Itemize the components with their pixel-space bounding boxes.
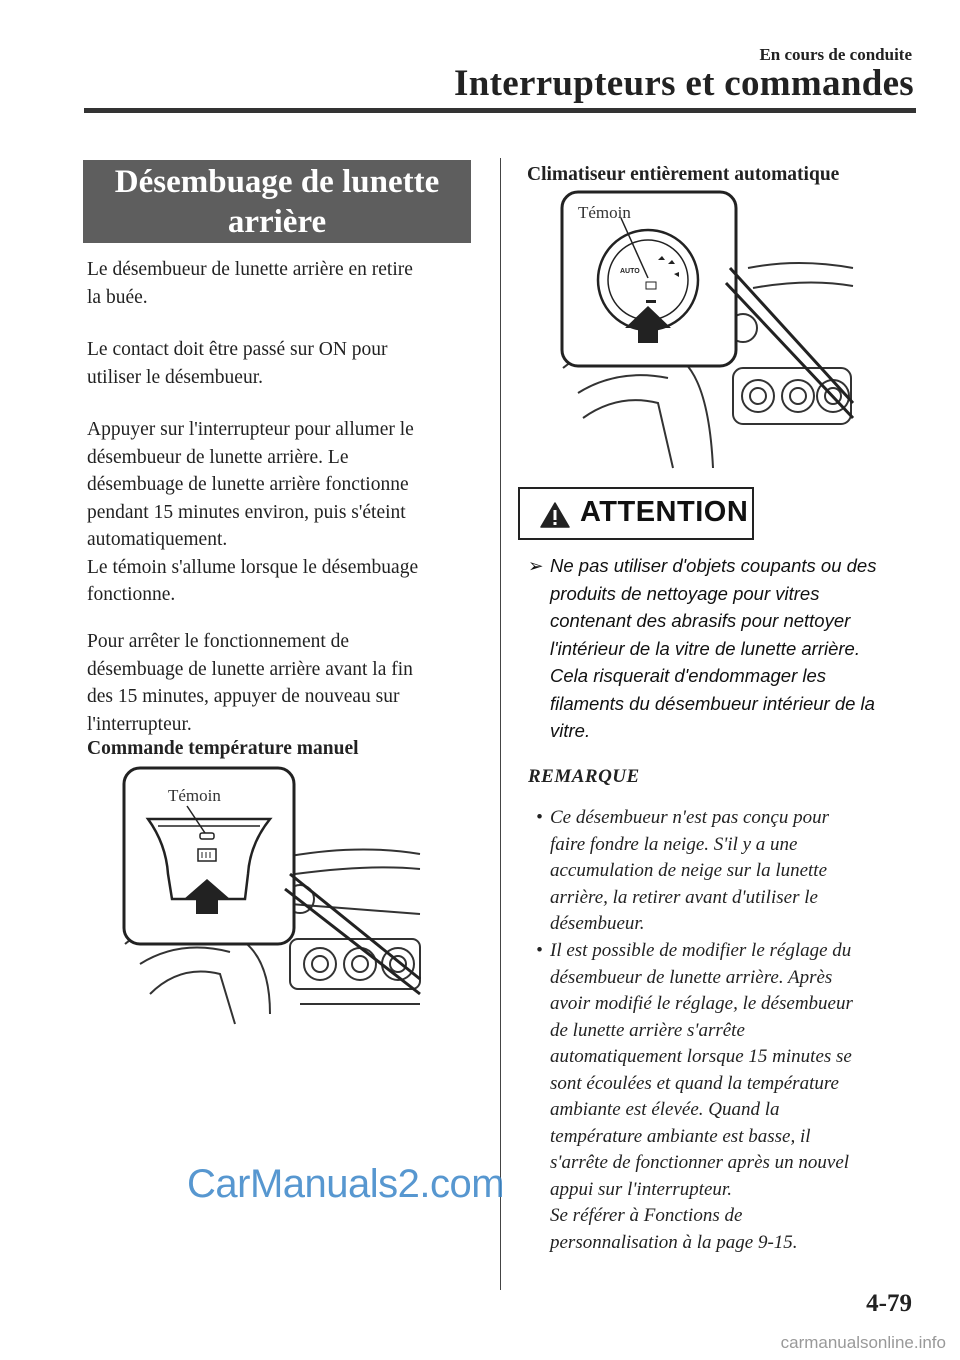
paragraph-1 [87,256,487,311]
line: Le désembueur de lunette arrière en retire [87,259,413,280]
auto-label: AUTO [620,268,640,275]
line: automatiquement. [87,529,228,550]
manual-control-subhead: Commande température manuel [87,738,359,759]
line: Cela risquerait d'endommager les [550,665,827,686]
line: pendant 15 minutes environ, puis s'éteint [87,501,406,523]
line: désembuage de lunette arrière fonctionne [87,474,409,495]
line: filaments du désembueur intérieur de la [550,692,875,714]
site-watermark: CarManuals2.com [187,1162,505,1206]
note-2 [536,938,916,1256]
line: contenant des abrasifs pour nettoyer [550,610,851,631]
paragraph-3 [87,416,487,609]
line: ambiante est élevée. Quand la [550,1099,780,1120]
attention-label: ATTENTION [580,496,749,528]
section-title-line2: arrière [227,204,327,240]
line: température ambiante est basse, il [550,1125,811,1147]
indicator-label: Témoin [168,786,221,805]
attention-box [518,487,754,540]
line: fonctionne. [87,584,176,605]
page-number: 4-79 [866,1290,912,1317]
remarque-heading: REMARQUE [528,766,640,787]
line: utiliser le désembueur. [87,366,263,388]
warning-triangle-icon [540,502,570,528]
line: vitre. [550,720,591,741]
line: désembueur. [550,913,645,934]
line: appui sur l'interrupteur. [550,1178,732,1200]
chapter-title: Interrupteurs et commandes [454,63,914,104]
line: Ne pas utiliser d'objets coupants ou des [550,555,877,576]
manual-control-figure [120,764,440,1044]
line: désembueur de lunette arrière. Le [87,446,349,468]
arrow-bullet-icon: ➢ [528,555,544,576]
line: avoir modifié le réglage, le désembueur [550,993,853,1014]
line: accumulation de neige sur la lunette [550,860,828,881]
line: l'interrupteur. [87,713,192,735]
line: faire fondre la neige. S'il y a une [550,833,798,855]
line: automatiquement lorsque 15 minutes se [550,1046,852,1067]
line: désembuage de lunette arrière avant la fin [87,658,413,680]
line: Le témoin s'allume lorsque le désembuage [87,556,419,578]
line: sont écoulées et quand la température [550,1072,839,1094]
line: la buée. [87,286,148,308]
line: arrière, la retirer avant d'utiliser le [550,886,818,908]
attention-warning [528,552,908,745]
running-section-title: En cours de conduite [759,45,912,64]
line: s'arrête de fonctionner après un nouvel [550,1152,850,1173]
bullet-icon: • [536,940,543,961]
bullet-icon: • [536,807,543,828]
indicator-label: Témoin [578,203,631,222]
line: Le contact doit être passé sur ON pour [87,339,388,360]
line: Ce désembueur n'est pas conçu pour [550,807,829,828]
line: personnalisation à la page 9-15. [550,1231,798,1253]
note-1 [536,805,916,938]
line: Appuyer sur l'interrupteur pour allumer le [87,419,414,440]
paragraph-4 [87,628,487,738]
line: Pour arrêter le fonctionnement de [87,631,350,652]
line: produits de nettoyage pour vitres [550,582,820,604]
auto-climate-subhead: Climatiseur entièrement automatique [527,164,840,185]
paragraph-2 [87,336,487,391]
line: l'intérieur de la vitre de lunette arrière. [550,637,860,659]
section-title-line1: Désembuage de lunette [114,164,440,200]
auto-climate-figure [558,188,858,470]
line: Il est possible de modifier le réglage du [550,940,852,961]
line: désembueur de lunette arrière. Après [550,966,833,988]
header-rule [84,108,916,113]
line: des 15 minutes, appuyer de nouveau sur [87,686,400,707]
footer-watermark: carmanualsonline.info [780,1333,946,1352]
column-divider [500,158,501,1290]
line: de lunette arrière s'arrête [550,1019,745,1041]
line: Se référer à Fonctions de [550,1205,743,1226]
section-title-box [83,160,471,243]
